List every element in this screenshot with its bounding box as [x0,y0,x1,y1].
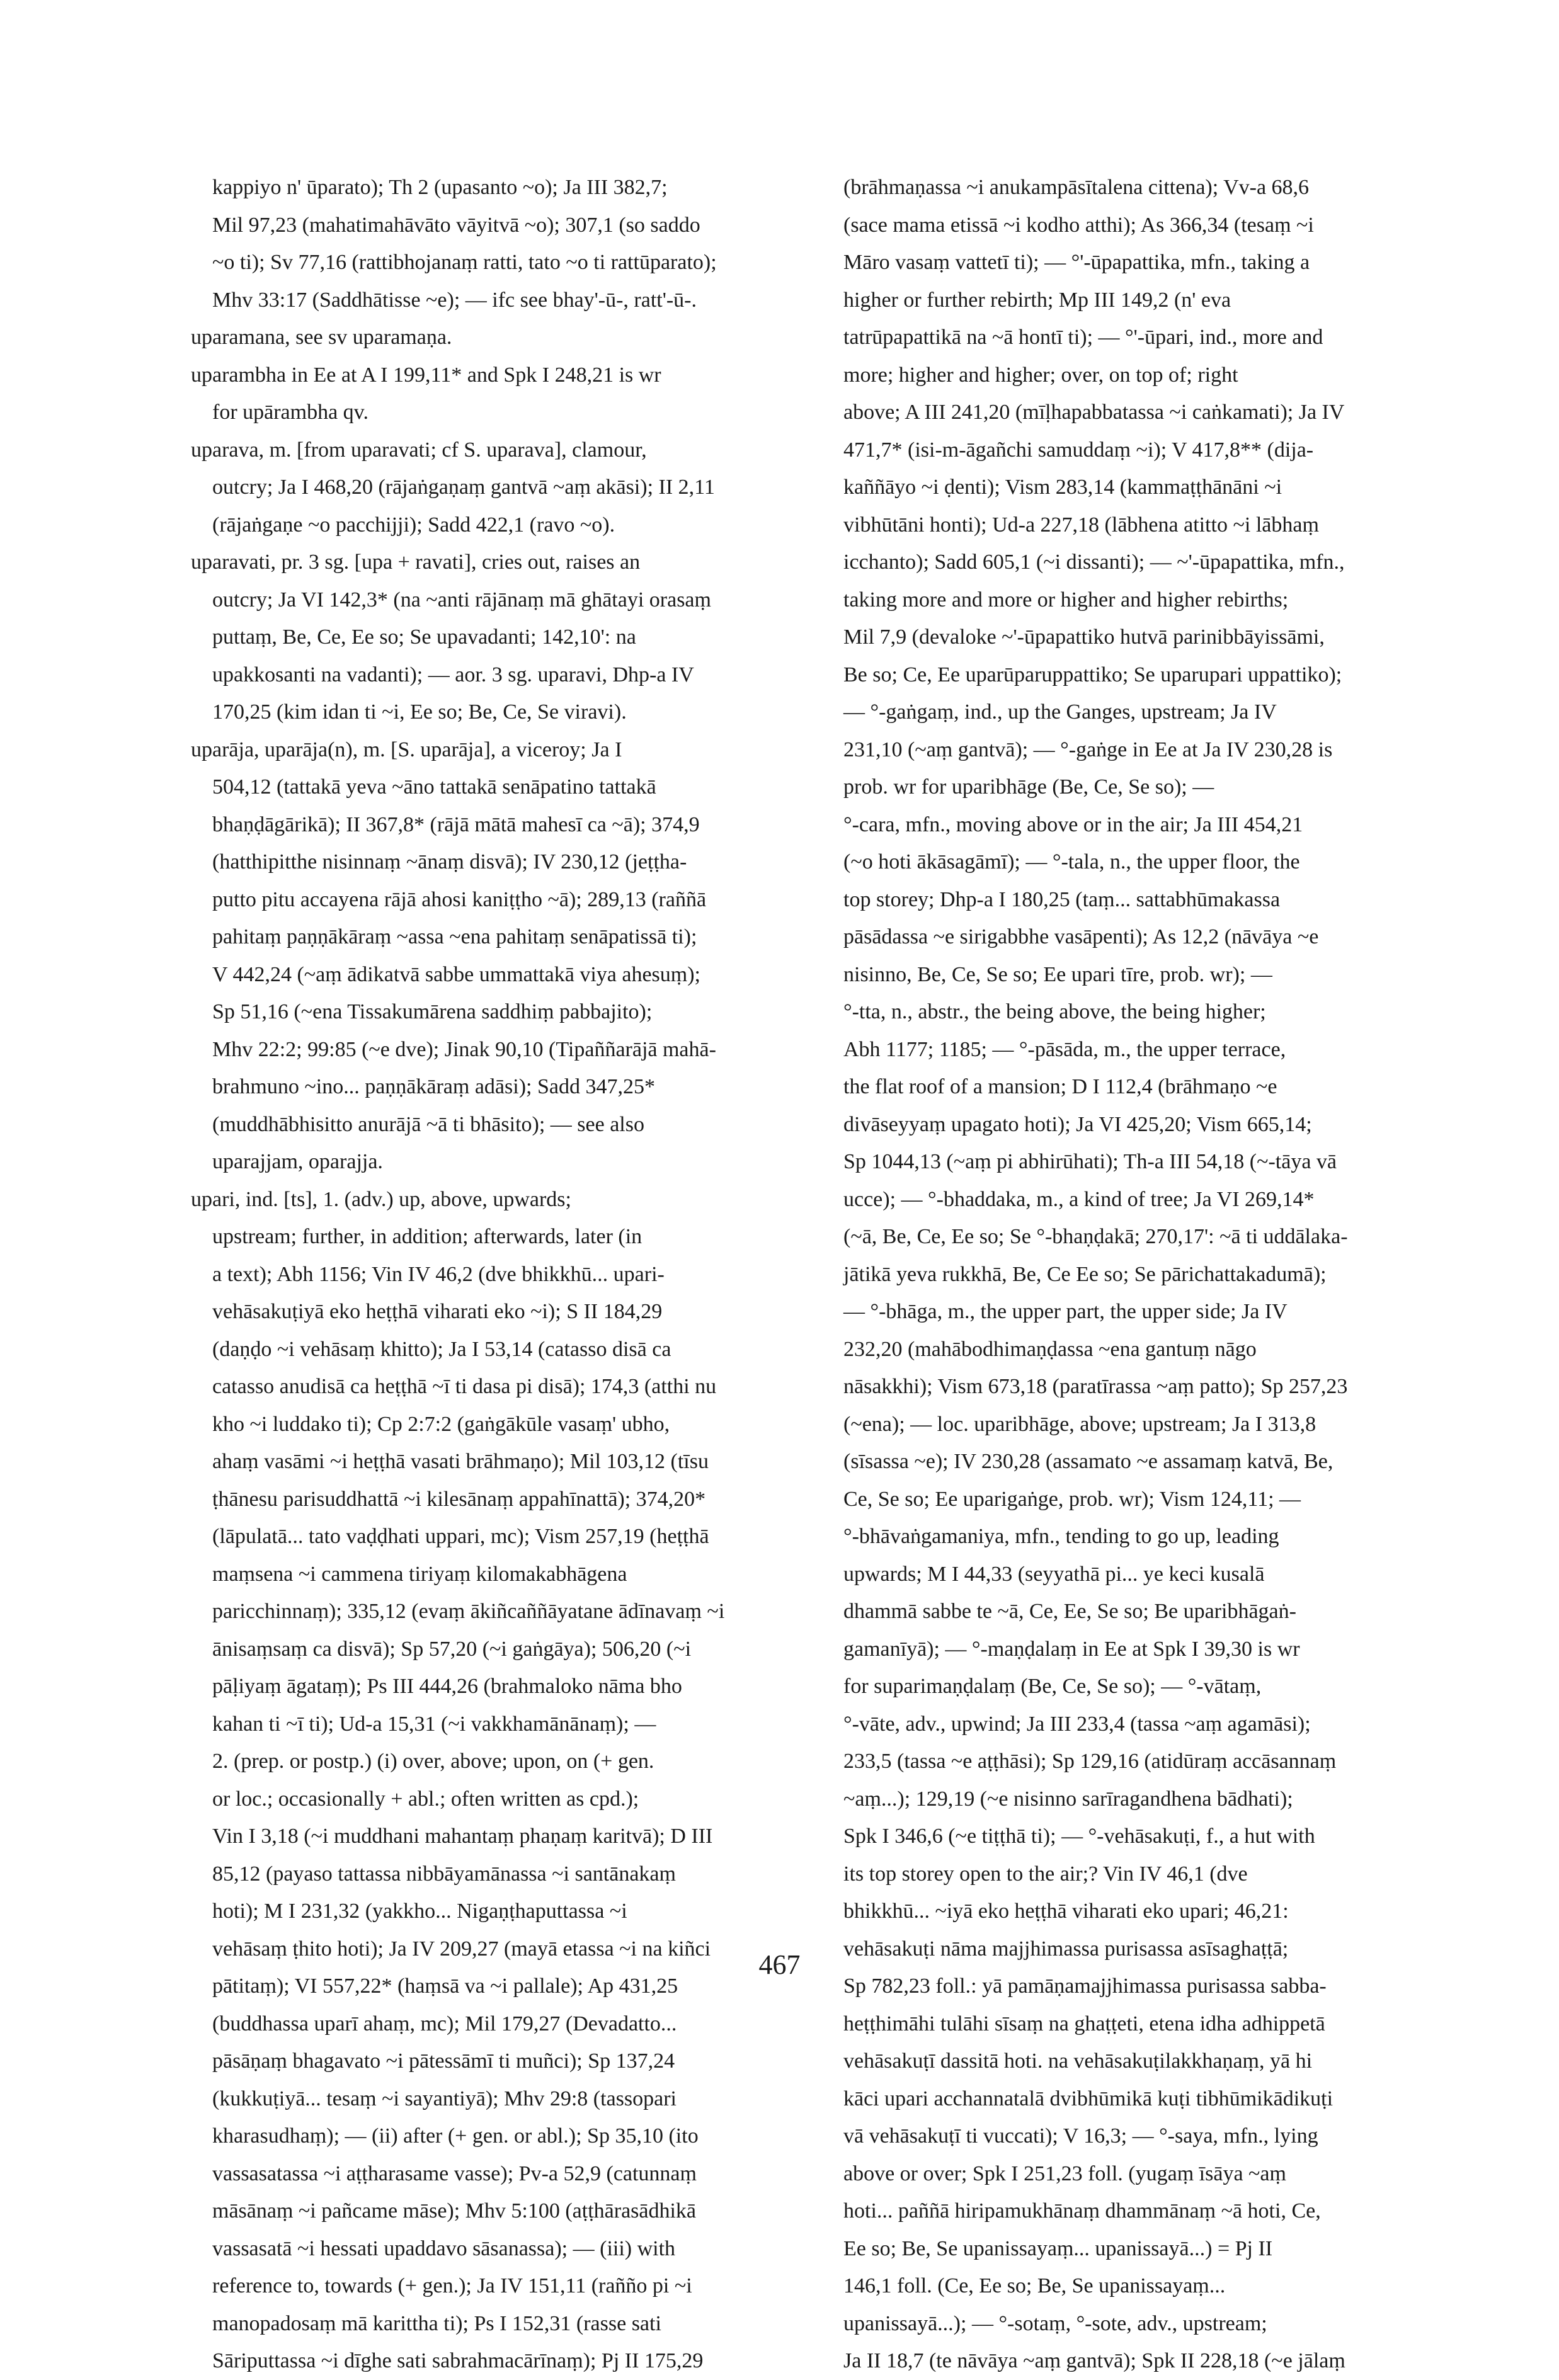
text-line: brahmuno ~ino... paṇṇākāraṃ adāsi); Sadd 347,25* [212,1075,655,1098]
text-line: pāḷiyaṃ āgataṃ); Ps III 444,26 (brahmaloko nāma bho [212,1675,682,1698]
text-line: taking more and more or higher and higher rebirths; [843,588,1289,612]
text-line: gamanīyā); — °-maṇḍalaṃ in Ee at Spk I 39,30 is wr [843,1637,1300,1661]
text-line: uparavati, pr. 3 sg. [upa + ravati], cries out, raises an [191,550,641,574]
text-line: paricchinnaṃ); 335,12 (evaṃ ākiñcaññāyatane ādīnavaṃ ~i [212,1600,725,1623]
text-line: Māro vasaṃ vattetī ti); — °'-ūpapattika, mfn., taking a [843,251,1310,274]
text-line: māsānaṃ ~i pañcame māse); Mhv 5:100 (aṭṭhārasādhikā [212,2199,697,2223]
text-line: icchanto); Sadd 605,1 (~i dissanti); — ~'-ūpapattika, mfn., [843,550,1345,574]
text-line: 231,10 (~aṃ gantvā); — °-gaṅge in Ee at Ja IV 230,28 is [843,737,1333,761]
text-line: Ee so; Be, Se upanissayaṃ... upanissayā...) = Pj II [843,2236,1273,2260]
text-line: its top storey open to the air;? Vin IV 46,1 (dve [843,1862,1248,1886]
text-line: uparambha in Ee at A I 199,11* and Spk I 248,21 is wr [191,363,661,387]
text-line: pāsāṇaṃ bhagavato ~i pātessāmī ti muñci); Sp 137,24 [212,2049,675,2073]
text-line: — °-bhāga, m., the upper part, the upper side; Ja IV [843,1300,1288,1323]
text-line: kahan ti ~ī ti); Ud-a 15,31 (~i vakkhamānānaṃ); — [212,1712,656,1736]
text-line: Be so; Ce, Ee uparūparuppattiko; Se uparupari uppattiko); [843,663,1342,686]
text-line: V 442,24 (~aṃ ādikatvā sabbe ummattakā viya ahesuṃ); [212,962,700,986]
text-line: °-bhāvaṅgamaniya, mfn., tending to go up, leading [843,1525,1279,1548]
text-line: nāsakkhi); Vism 673,18 (paratīrassa ~aṃ patto); Sp 257,23 [843,1375,1348,1398]
text-line: reference to, towards (+ gen.); Ja IV 151,11 (rañño pi ~i [212,2274,692,2297]
text-line: upwards; M I 44,33 (seyyathā pi... ye keci kusalā [843,1562,1265,1586]
text-line: (buddhassa uparī ahaṃ, mc); Mil 179,27 (Devadatto... [212,2012,677,2036]
text-line: uparajjam, oparajja. [212,1150,383,1173]
text-line: catasso anudisā ca heṭṭhā ~ī ti dasa pi disā); 174,3 (atthi nu [212,1375,717,1398]
text-line: (hatthipitthe nisinnaṃ ~ānaṃ disvā); IV 230,12 (jeṭṭha- [212,850,687,874]
text-line: Mil 97,23 (mahatimahāvāto vāyitvā ~o); 307,1 (so saddo [212,213,700,237]
text-line: °-cara, mfn., moving above or in the air; Ja III 454,21 [843,812,1303,836]
text-line: prob. wr for uparibhāge (Be, Ce, Se so); — [843,775,1214,799]
text-line: Sp 782,23 foll.: yā pamāṇamajjhimassa purisassa sabba- [843,1974,1327,1998]
text-line: vehāsakuṭiyā eko heṭṭhā viharati eko ~i); S II 184,29 [212,1300,663,1323]
text-line: above or over; Spk I 251,23 foll. (yugaṃ īsāya ~aṃ [843,2161,1286,2185]
text-line: Abh 1177; 1185; — °-pāsāda, m., the upper terrace, [843,1037,1286,1061]
text-line: 471,7* (isi-m-āgañchi samuddaṃ ~i); V 417,8** (dija- [843,438,1314,462]
text-line: Sp 1044,13 (~aṃ pi abhirūhati); Th-a III 54,18 (~-tāya vā [843,1150,1337,1173]
text-line: Sp 51,16 (~ena Tissakumārena saddhiṃ pabbajito); [212,1000,653,1023]
text-line: (sīsassa ~e); IV 230,28 (assamato ~e assamaṃ katvā, Be, [843,1450,1333,1473]
text-line: pātitaṃ); VI 557,22* (haṃsā va ~i pallale); Ap 431,25 [212,1974,678,1998]
text-line: (muddhābhisitto anurājā ~ā ti bhāsito); — see also [212,1112,644,1136]
text-line: Mhv 33:17 (Saddhātisse ~e); — ifc see bhay'-ū-, ratt'-ū-. [212,288,697,312]
text-line: Ja II 18,7 (te nāvāya ~aṃ gantvā); Spk II 228,18 (~e jālaṃ [843,2349,1345,2372]
text-line: vibhūtāni honti); Ud-a 227,18 (lābhena atitto ~i lābhaṃ [843,513,1319,537]
text-line: putto pitu accayena rājā ahosi kaniṭṭho ~ā); 289,13 (raññā [212,887,707,911]
text-line: a text); Abh 1156; Vin IV 46,2 (dve bhikkhū... upari- [212,1262,665,1286]
text-line: Mhv 22:2; 99:85 (~e dve); Jinak 90,10 (Tipaññarājā mahā- [212,1037,716,1061]
text-line: (~ā, Be, Ce, Ee so; Se °-bhaṇḍakā; 270,17': ~ā ti uddālaka- [843,1225,1348,1248]
text-line: Vin I 3,18 (~i muddhani mahantaṃ phaṇaṃ karitvā); D III [212,1825,713,1848]
text-line: (rājaṅgaṇe ~o pacchijji); Sadd 422,1 (ravo ~o). [212,513,615,537]
text-line: kharasudhaṃ); — (ii) after (+ gen. or abl.); Sp 35,10 (ito [212,2124,699,2148]
text-line: kāci upari acchannatalā dvibhūmikā kuṭi tibhūmikādikuṭi [843,2087,1333,2110]
text-line: Ce, Se so; Ee uparigaṅge, prob. wr); Vism 124,11; — [843,1487,1301,1511]
text-line: (lāpulatā... tato vaḍḍhati uppari, mc); Vism 257,19 (heṭṭhā [212,1525,709,1548]
text-line: uparamana, see sv uparamaṇa. [191,326,452,349]
text-line: vā vehāsakuṭī ti vuccati); V 16,3; — °-saya, mfn., lying [843,2124,1318,2148]
text-line: divāseyyaṃ upagato hoti); Ja VI 425,20; Vism 665,14; [843,1112,1312,1136]
text-line: tatrūpapattikā na ~ā hontī ti); — °'-ūpari, ind., more and [843,326,1323,349]
text-line: bhikkhū... ~iyā eko heṭṭhā viharati eko upari; 46,21: [843,1899,1289,1923]
text-line: uparava, m. [from uparavati; cf S. uparava], clamour, [191,438,647,462]
text-line: vassasatassa ~i aṭṭharasame vasse); Pv-a 52,9 (catunnaṃ [212,2161,697,2185]
text-line: vassasatā ~i hessati upaddavo sāsanassa); — (iii) with [212,2236,676,2260]
text-line: top storey; Dhp-a I 180,25 (taṃ... sattabhūmakassa [843,887,1281,911]
text-line: pāsādassa ~e sirigabbhe vasāpenti); As 12,2 (nāvāya ~e [843,925,1319,948]
text-line: upari, ind. [ts], 1. (adv.) up, above, upwards; [191,1187,571,1211]
text-line: upanissayā...); — °-sotaṃ, °-sote, adv., upstream; [843,2311,1267,2335]
right-column [822,169,1411,2372]
text-line: nisinno, Be, Ce, Se so; Ee upari tīre, prob. wr); — [843,962,1272,986]
text-line: heṭṭhimāhi tulāhi sīsaṃ na ghaṭṭeti, etena idha adhippetā [843,2012,1325,2036]
text-line: upstream; further, in addition; afterwards, later (in [212,1225,642,1248]
text-line: (daṇḍo ~i vehāsaṃ khitto); Ja I 53,14 (catasso disā ca [212,1337,671,1361]
text-line: puttaṃ, Be, Ce, Ee so; Se upavadanti; 142,10': na [212,625,636,649]
text-line: maṃsena ~i cammena tiriyaṃ kilomakabhāgena [212,1562,627,1586]
text-line: higher or further rebirth; Mp III 149,2 (n' eva [843,288,1231,312]
text-line: °-tta, n., abstr., the being above, the being higher; [843,1000,1266,1023]
text-line: vehāsaṃ ṭhito hoti); Ja IV 209,27 (mayā etassa ~i na kiñci [212,1937,711,1961]
text-line: °-vāte, adv., upwind; Ja III 233,4 (tassa ~aṃ agamāsi); [843,1712,1311,1736]
text-line: ~o ti); Sv 77,16 (rattibhojanaṃ ratti, tato ~o ti rattūparato); [212,251,717,274]
text-line: outcry; Ja I 468,20 (rājaṅgaṇaṃ gantvā ~aṃ akāsi); II 2,11 [212,475,715,499]
text-line: dhammā sabbe te ~ā, Ce, Ee, Se so; Be uparibhāgaṅ- [843,1600,1296,1623]
text-line: for suparimaṇḍalaṃ (Be, Ce, Se so); — °-vātaṃ, [843,1675,1262,1698]
text-line: ~aṃ...); 129,19 (~e nisinno sarīragandhena bādhati); [843,1787,1293,1811]
text-line: vehāsakuṭī dassitā hoti. na vehāsakuṭilakkhaṇaṃ, yā hi [843,2049,1313,2073]
text-line: or loc.; occasionally + abl.; often written as cpd.); [212,1787,639,1811]
text-line: (~o hoti ākāsagāmī); — °-tala, n., the upper floor, the [843,850,1300,874]
text-line: the flat roof of a mansion; D I 112,4 (brāhmaṇo ~e [843,1075,1277,1098]
text-line: (~ena); — loc. uparibhāge, above; upstream; Ja I 313,8 [843,1412,1316,1436]
text-line: 85,12 (payaso tattassa nibbāyamānassa ~i santānakaṃ [212,1862,676,1886]
text-line: hoti... paññā hiripamukhānaṃ dhammānaṃ ~ā hoti, Ce, [843,2199,1321,2223]
text-line: (sace mama etissā ~i kodho atthi); As 366,34 (tesaṃ ~i [843,213,1314,237]
text-line: 2. (prep. or postp.) (i) over, above; upon, on (+ gen. [212,1750,654,1773]
text-line: ucce); — °-bhaddaka, m., a kind of tree; Ja VI 269,14* [843,1187,1315,1211]
text-line: (kukkuṭiyā... tesaṃ ~i sayantiyā); Mhv 29:8 (tassopari [212,2087,677,2110]
text-line: outcry; Ja VI 142,3* (na ~anti rājānaṃ mā ghātayi orasaṃ [212,588,711,612]
text-line: kappiyo n' ūparato); Th 2 (upasanto ~o); Ja III 382,7; [212,176,668,199]
text-line: for upārambha qv. [212,401,368,424]
text-line: 146,1 foll. (Ce, Ee so; Be, Se upanissayaṃ... [843,2274,1226,2297]
text-line: Mil 7,9 (devaloke ~'-ūpapattiko hutvā parinibbāyissāmi, [843,625,1325,649]
page-number: 467 [758,1949,801,1980]
text-line: bhaṇḍāgārikā); II 367,8* (rājā mātā mahesī ca ~ā); 374,9 [212,812,700,836]
text-line: upakkosanti na vadanti); — aor. 3 sg. uparavi, Dhp-a IV [212,663,694,686]
text-line: manopadosaṃ mā karittha ti); Ps I 152,31 (rasse sati [212,2311,661,2335]
text-line: jātikā yeva rukkhā, Be, Ce Ee so; Se pārichattakadumā); [843,1262,1327,1286]
text-line: vehāsakuṭi nāma majjhimassa purisassa asīsaghaṭṭā; [843,1937,1289,1961]
text-line: 170,25 (kim idan ti ~i, Ee so; Be, Ce, Se viravi). [212,700,627,724]
text-line: 233,5 (tassa ~e aṭṭhāsi); Sp 129,16 (atidūraṃ accāsannaṃ [843,1750,1337,1773]
text-line: — °-gaṅgaṃ, ind., up the Ganges, upstream; Ja IV [843,700,1277,724]
left-column [191,169,780,2372]
text-line: (brāhmaṇassa ~i anukampāsītalena cittena); Vv-a 68,6 [843,176,1310,199]
text-line: 232,20 (mahābodhimaṇḍassa ~ena gantuṃ nāgo [843,1337,1257,1361]
text-line: Sāriputtassa ~i dīghe sati sabrahmacārīnaṃ); Pj II 175,29 [212,2349,704,2372]
text-line: uparāja, uparāja(n), m. [S. uparāja], a viceroy; Ja I [191,737,622,761]
text-line: above; A III 241,20 (mīḷhapabbatassa ~i caṅkamati); Ja IV [843,401,1345,424]
text-line: kho ~i luddako ti); Cp 2:7:2 (gaṅgākūle vasaṃ' ubho, [212,1412,670,1436]
text-line: more; higher and higher; over, on top of; right [843,363,1238,387]
text-line: ahaṃ vasāmi ~i heṭṭhā vasati brāhmaṇo); Mil 103,12 (tīsu [212,1450,709,1473]
text-line: pahitaṃ paṇṇākāraṃ ~assa ~ena pahitaṃ senāpatissā ti); [212,925,697,948]
text-line: ṭhānesu parisuddhattā ~i kilesānaṃ appahīnattā); 374,20* [212,1487,706,1511]
text-line: ānisaṃsaṃ ca disvā); Sp 57,20 (~i gaṅgāya); 506,20 (~i [212,1637,692,1661]
text-line: kaññāyo ~i ḍenti); Vism 283,14 (kammaṭṭhānāni ~i [843,475,1282,499]
text-line: Spk I 346,6 (~e tiṭṭhā ti); — °-vehāsakuṭi, f., a hut with [843,1825,1315,1848]
text-line: hoti); M I 231,32 (yakkho... Nigaṇṭhaputtassa ~i [212,1899,627,1923]
text-line: 504,12 (tattakā yeva ~āno tattakā senāpatino tattakā [212,775,656,799]
